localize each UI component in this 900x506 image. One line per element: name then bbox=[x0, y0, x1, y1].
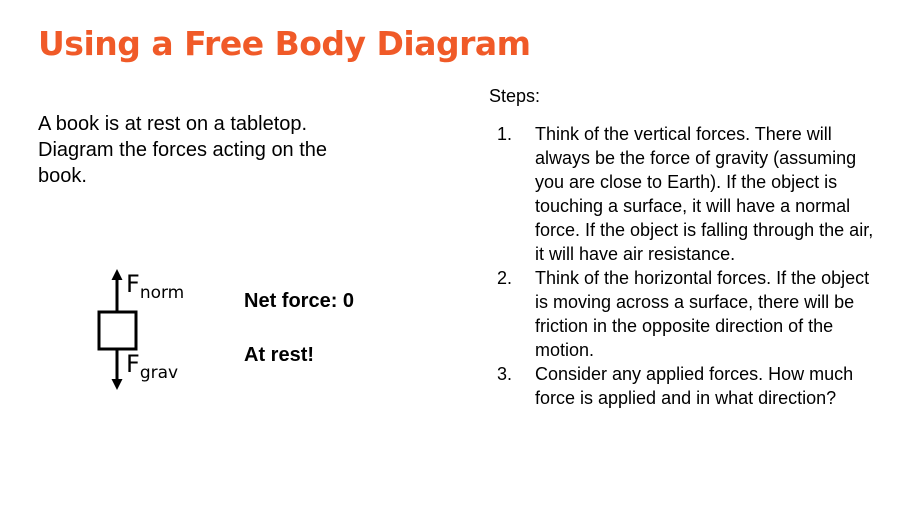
step-number: 1. bbox=[497, 124, 513, 144]
step-text: Consider any applied forces. How much force is applied and in what direction? bbox=[535, 364, 854, 408]
free-body-diagram bbox=[92, 268, 202, 392]
steps-list bbox=[497, 122, 877, 410]
step-text: Think of the horizontal forces. If the object is moving across a surface, there will be friction in the opposite direction of the motion. bbox=[535, 268, 870, 360]
gravity-force-label bbox=[126, 350, 179, 383]
normal-force-label bbox=[126, 270, 185, 303]
normal-force-arrowhead bbox=[112, 269, 123, 280]
slide-title: Using a Free Body Diagram bbox=[38, 24, 531, 63]
gravity-force-subscript: grav bbox=[139, 363, 179, 383]
step-item bbox=[497, 122, 877, 266]
step-number: 2. bbox=[497, 268, 513, 288]
step-number: 3. bbox=[497, 364, 513, 384]
steps-heading: Steps: bbox=[489, 86, 541, 106]
problem-prompt: A book is at rest on a tabletop. Diagram the forces acting on the book. bbox=[38, 113, 328, 187]
step-item bbox=[497, 266, 877, 362]
at-rest-text: At rest! bbox=[244, 344, 315, 366]
normal-force-symbol: F bbox=[126, 270, 140, 298]
step-item bbox=[497, 362, 877, 410]
gravity-force-arrowhead bbox=[112, 379, 123, 390]
net-force-text: Net force: 0 bbox=[244, 290, 355, 312]
gravity-force-symbol: F bbox=[126, 350, 140, 378]
book-box bbox=[99, 312, 136, 349]
step-text: Think of the vertical forces. There will always be the force of gravity (assuming you are close to Earth). If the object is touching a surface, it will have a normal force. If the object is falling through the air, it will have air resistance. bbox=[535, 124, 874, 264]
normal-force-subscript: norm bbox=[139, 283, 185, 303]
